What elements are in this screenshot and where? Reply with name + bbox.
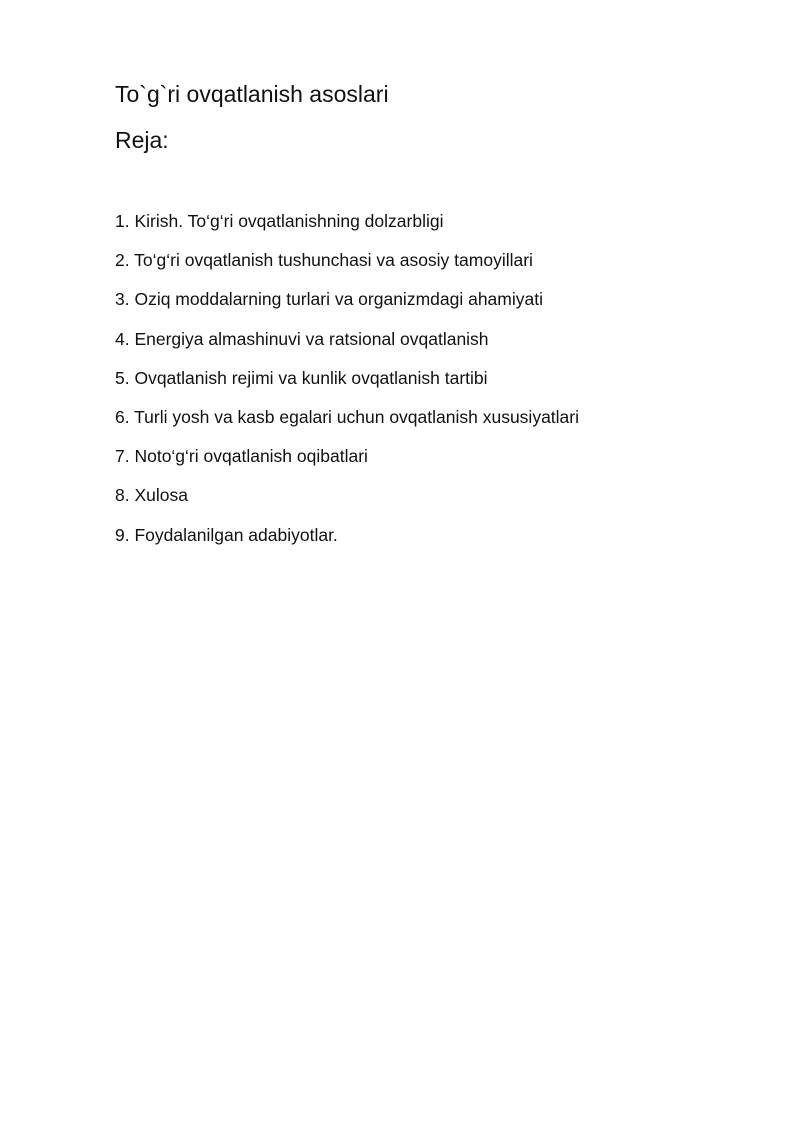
plan-item-5: 5. Ovqatlanish rejimi va kunlik ovqatlanish tartibi bbox=[115, 367, 488, 388]
plan-item-8: 8. Xulosa bbox=[115, 485, 188, 506]
plan-item-3: 3. Oziq moddalarning turlari va organizmdagi ahamiyati bbox=[115, 289, 543, 310]
plan-item-2: 2. To‘g‘ri ovqatlanish tushunchasi va asosiy tamoyillari bbox=[115, 250, 533, 271]
plan-item-1: 1. Kirish. To‘g‘ri ovqatlanishning dolzarbligi bbox=[115, 211, 444, 231]
document-title: To`g`ri ovqatlanish asoslari bbox=[115, 81, 389, 107]
plan-heading: Reja: bbox=[115, 127, 169, 153]
plan-list bbox=[115, 207, 579, 560]
plan-item-9: 9. Foydalanilgan adabiyotlar. bbox=[115, 524, 338, 545]
plan-item-4: 4. Energiya almashinuvi va ratsional ovqatlanish bbox=[115, 328, 489, 349]
plan-item-7: 7. Noto‘g‘ri ovqatlanish oqibatlari bbox=[115, 446, 368, 467]
plan-item-6: 6. Turli yosh va kasb egalari uchun ovqatlanish xususiyatlari bbox=[115, 406, 579, 427]
